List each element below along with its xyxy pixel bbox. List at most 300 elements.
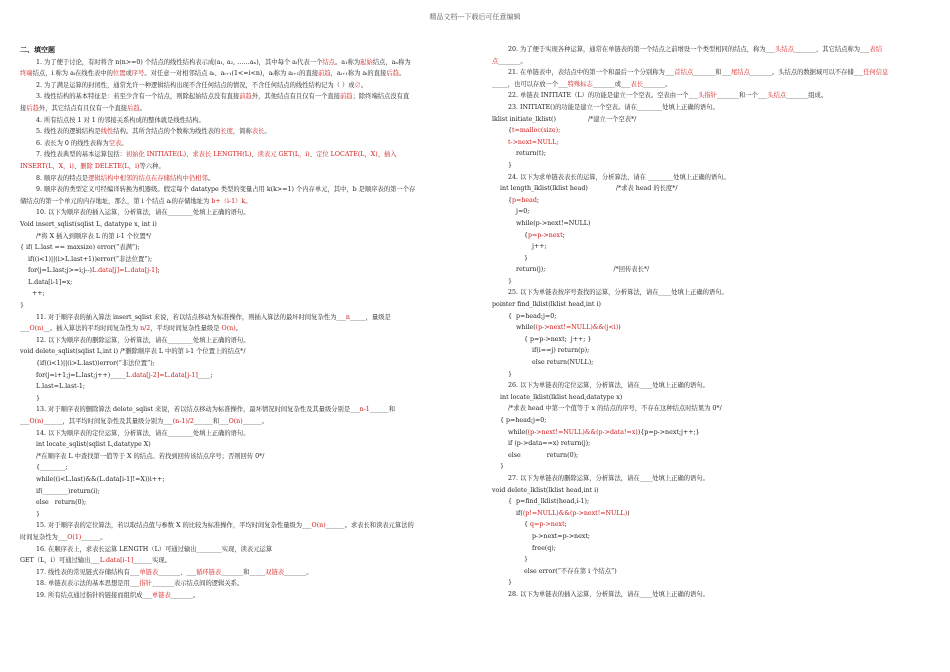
left-line [20, 300, 450, 312]
question-text: ; [564, 521, 567, 529]
question-text: 10. 以下为顺序表的插入运算，分析算法，请在________处填上正确的语句。 [36, 209, 250, 217]
left-line [20, 91, 450, 103]
question-text: ______和___ [193, 418, 229, 425]
right-line [492, 450, 932, 462]
left-line [20, 323, 450, 335]
question-text: _______。 [498, 57, 527, 65]
right-line [492, 392, 932, 404]
left-line [20, 497, 450, 509]
question-text: ) [618, 324, 621, 332]
left-line [20, 196, 450, 208]
question-text: ; [157, 267, 160, 275]
right-line [492, 554, 932, 566]
left-line [20, 578, 450, 590]
question-text: j++; [532, 243, 547, 251]
answer-text: q=p->next [530, 521, 565, 529]
answer-text: 线性 [100, 128, 114, 136]
answer-text: 头结点 [775, 46, 794, 53]
answer-text: 单链表 [139, 568, 159, 576]
question-text: _______或___ [592, 80, 631, 88]
question-text: pointer find_lklist(lklist head,int i) [492, 301, 601, 309]
answer-text: 首结点 [674, 69, 694, 77]
right-line [492, 148, 932, 160]
question-text: } [20, 302, 25, 310]
question-text: ，aᵢ₊₁称为 aᵢ的直接 [330, 70, 387, 78]
question-text: while((i<L.last)&&(L.data[i-1]!=X))i++; [36, 475, 165, 483]
question-text: else return(0); [508, 451, 579, 459]
question-text: 或 [125, 70, 132, 78]
answer-text: 空表 [108, 139, 122, 147]
right-line [492, 531, 932, 543]
question-text: {if((i<1)||(i>L.last))error(“非法位置”); [36, 360, 155, 368]
question-text: 外，其它结点有且仅有一个直接 [38, 104, 128, 112]
answer-text: L.data[i-1] [99, 557, 134, 565]
question-text: 。对任意一对相邻结点 aᵢ、aᵢ₊₁(1<=i<n)，aᵢ称为 aᵢ₊₁的直接 [144, 70, 319, 78]
question-text: L.data[i-1]=x; [28, 278, 73, 286]
question-text: 。 [139, 104, 146, 112]
question-text: 1. 为了便于讨论，有时将含 n(n>=0) 个结点的线性结构表示成(a₁, a₂, ……aₙ)，其中每个 aᵢ代表一个 [36, 58, 323, 66]
right-line [492, 380, 932, 392]
answer-text: 特殊标志 [567, 80, 593, 88]
question-text: 13. 对于顺序表的删除算法 delete_sqlist 来说，若以结点移动为标准操作，最坏情况时间复杂性及其量级分别是___ [36, 406, 360, 414]
left-line [20, 207, 450, 219]
right-line [492, 485, 932, 497]
question-text: ，平均时间复杂性量级是 [150, 325, 222, 333]
question-text: 。 [398, 70, 406, 78]
question-text: while( [508, 428, 528, 436]
question-text: 19. 所有结点通过指针的链接而组织成___ [36, 591, 152, 599]
question-text: if(________)return(i); [36, 487, 100, 495]
left-line [20, 567, 450, 579]
answer-text: 逻辑结构中相邻的结点在存储结构中仍相邻 [88, 174, 208, 182]
answer-text: t->next=NULL; [508, 138, 559, 146]
left-line [20, 115, 450, 127]
right-line [492, 357, 932, 369]
question-text: 结点，i 称为 aᵢ在线性表中的 [32, 70, 113, 78]
answer-text: O(1) [67, 533, 82, 541]
right-line [492, 137, 932, 149]
right-line [492, 543, 932, 555]
answer-text: 任何信息 [863, 69, 889, 77]
question-text: _______，其它结点称为___ [793, 46, 870, 53]
question-text: } [524, 254, 529, 262]
question-text: ______实现。 [133, 557, 171, 565]
question-text: _______表示结点间的逻辑关系。 [151, 580, 244, 588]
question-text: ；除终端结点没有直 [352, 93, 410, 101]
question-text: free(q); [532, 544, 556, 552]
answer-text: 后趋 [26, 104, 39, 112]
left-line [20, 370, 450, 382]
right-line [492, 114, 932, 126]
left-line [20, 138, 450, 150]
question-text: 4. 所有结点按 1 对 1 的邻接关系构成的整体就是线性结构。 [36, 116, 205, 124]
answer-text: 尾结点 [730, 69, 750, 77]
right-line [492, 206, 932, 218]
question-text: } [508, 579, 513, 587]
question-text: while(p->next!=NULL) [516, 219, 591, 227]
question-text: 8. 顺序表的特点是 [36, 174, 89, 182]
right-line [492, 125, 932, 137]
question-text: return(t); [516, 150, 546, 158]
question-text: { [524, 231, 529, 239]
right-line [492, 403, 932, 415]
question-text: _______和_____ [221, 568, 266, 576]
right-line [492, 264, 932, 276]
question-text: void delete_lklist(lklist head,int i) [492, 486, 599, 494]
left-line [20, 520, 450, 532]
answer-text: 序号 [131, 70, 145, 78]
right-line [492, 276, 932, 288]
answer-text: p=p->next [528, 231, 563, 239]
right-line [492, 589, 932, 601]
left-line [20, 126, 450, 138]
question-text: /*在顺序表 L 中查找第一值等于 X 的结点。若找到回传该结点序号；否则回传 0*/ [36, 452, 265, 460]
answer-text: 读表元 GET(L，i) [257, 151, 310, 159]
answer-text: 前趋 [239, 93, 252, 101]
question-text: 外，其他结点有且仅有一个直接 [251, 93, 340, 101]
left-line [20, 590, 450, 602]
question-text: _______、___ [158, 568, 196, 576]
right-line [492, 334, 932, 346]
answer-text: n-1 [359, 406, 370, 414]
right-line [492, 438, 932, 450]
right-line [492, 322, 932, 334]
question-text: 、 [251, 151, 258, 159]
answer-text: p=head [512, 196, 537, 204]
right-line [492, 508, 932, 520]
question-text: 等六种。 [139, 162, 165, 170]
left-line [20, 346, 450, 358]
question-text: lklist initiate_lklist() /*建立一个空表*/ [492, 115, 637, 123]
right-line [492, 577, 932, 589]
question-text: 。a₁称为 [334, 58, 361, 66]
answer-text: O(n) [221, 325, 236, 333]
answer-text: O(n) [29, 325, 44, 333]
answer-text: INSERT(L，X，i) [20, 162, 74, 170]
right-line [492, 230, 932, 242]
question-text: ++; [32, 290, 45, 298]
answer-text: 点 [492, 57, 499, 65]
question-text: int locate_lklist(lklist head,datatype x) [500, 393, 623, 401]
left-line [20, 474, 450, 486]
left-line [20, 381, 450, 393]
answer-text: 位置 [112, 70, 126, 78]
left-line [20, 161, 450, 173]
question-text: { p=p->next; j++; } [524, 335, 592, 343]
question-text: 。 [207, 174, 215, 182]
question-text: 。 [245, 197, 252, 205]
right-line [492, 287, 932, 299]
question-text: 。 [235, 325, 242, 333]
right-line [492, 56, 932, 68]
question-text: ; [536, 196, 540, 204]
left-line [20, 439, 450, 451]
question-text: } [508, 277, 513, 285]
question-text: 、 [186, 151, 193, 159]
question-text: 20. 为了便于实现各种运算，通常在单链表的第一个结点之前增设一个类型相同的结点，称为___ [508, 46, 776, 53]
question-text: } [500, 463, 505, 471]
question-text: ____; [197, 371, 213, 379]
question-text: _______和___ [693, 69, 731, 77]
question-text: } [508, 370, 513, 378]
answer-text: 循环链表 [196, 568, 222, 576]
page-header: 精品文档---下载后可任意编辑 [429, 13, 521, 21]
question-text: else return(NULL); [532, 359, 594, 367]
right-line [492, 345, 932, 357]
question-text: ______。 [81, 533, 107, 541]
question-text: if((i<1)||(i>L.last+1))error(“非法位置”); [28, 255, 153, 263]
question-text: _______。 [643, 80, 672, 88]
question-text: ){p=p->next;j++;} [637, 428, 700, 436]
left-line [20, 277, 450, 289]
answer-text: 表结 [869, 46, 883, 53]
left-line [20, 103, 450, 115]
question-text: 11. 对于顺序表的插入算法 insert_sqlist 来说，若以结点移动为标准操作，则插入算法的最坏时间复杂性为___ [36, 313, 346, 321]
question-text: while( [516, 324, 536, 332]
left-line [20, 254, 450, 266]
question-text: 时间复杂性为___ [20, 533, 68, 541]
right-line [492, 79, 932, 91]
answer-text: 初始化 INITIATE(L) [125, 151, 187, 159]
answer-text: 后趋 [386, 70, 399, 78]
question-text: { [524, 521, 531, 529]
question-text: _____，也可以存放一个___ [492, 80, 568, 88]
question-text: else return(0); [36, 499, 87, 507]
answer-text: 指针 [139, 580, 152, 588]
question-text: j=0; [516, 208, 530, 216]
left-line [20, 532, 450, 544]
question-text: 14. 以下为顺序表的定位运算，分析算法，请在________处填上正确的语句。 [36, 429, 250, 437]
left-line [20, 173, 450, 185]
question-text: else error(“不存在第 i 个结点”) [524, 567, 617, 575]
question-text: L.last=L.last-1; [36, 383, 85, 391]
answer-text: 前趋 [339, 93, 353, 101]
right-line [492, 299, 932, 311]
right-line [492, 311, 932, 323]
right-line [492, 253, 932, 265]
question-text: 。 [121, 139, 128, 147]
question-text: _______。 [284, 568, 313, 576]
section-title: 二、填空题 [20, 45, 55, 54]
right-line [492, 427, 932, 439]
right-line [492, 415, 932, 427]
answer-text: O(n) [29, 418, 44, 425]
question-text: ______，其平均时间复杂性及其量级分别为___ [43, 418, 173, 425]
question-text: 、 [73, 162, 81, 170]
question-text: __。插入算法的平均时间复杂性为 [43, 325, 141, 333]
question-text: } [524, 556, 529, 564]
question-text: { p=find_lklist(head,i-1); [508, 498, 590, 506]
question-text: return(j); /*回传表长*/ [516, 266, 650, 274]
answer-text: 单链表 [151, 591, 171, 599]
left-line [20, 149, 450, 161]
answer-text: 插入 [384, 151, 397, 159]
left-lines [20, 57, 450, 602]
left-line [20, 555, 450, 567]
left-line [20, 335, 450, 347]
question-text: void delete_sqlist(sqlist L,int i) /*删除顺序表 L 中的第 i-1 个位置上的结点*/ [20, 348, 246, 356]
answer-text: 长度 [220, 128, 233, 136]
question-text: 、 [309, 151, 317, 159]
question-text: ___ [20, 418, 30, 425]
question-text: int length_lklist(lklist head) /*求表 head 的长度*/ [500, 185, 678, 193]
right-line [492, 195, 932, 207]
question-text: 15. 对于顺序表的定位算法，若以取结点值与参数 X 的比较为标准操作，平均时间复杂性量级为___ [36, 522, 312, 530]
right-line [492, 566, 932, 578]
answer-text: ∅ [354, 81, 361, 89]
question-text: ______。求表长和读表元算法的 [325, 522, 414, 530]
right-line [492, 496, 932, 508]
left-line [20, 219, 450, 231]
question-text: 。 [264, 128, 271, 136]
question-text: 结点，aₙ称为 [372, 58, 411, 66]
question-text: 21. 在单链表中，表结点中的第一个和最后一个分别称为___ [508, 69, 675, 77]
question-text: 6. 表长为 0 的线性表称为 [36, 139, 109, 147]
question-text: 24. 以下为求单链表表长的运算，分析算法，请在 ________处填上正确的语句。 [508, 173, 730, 181]
answer-text: 删除 DELETE(L，i) [80, 162, 140, 170]
answer-text: 定位 LOCATE(L，X) [316, 151, 378, 159]
answer-text: (p->next!=NULL)&&(j<i) [535, 324, 619, 332]
right-line [492, 183, 932, 195]
question-text: for(j=L.last;j>=i;j--) [28, 267, 92, 275]
question-text: } [508, 161, 513, 169]
left-line [20, 265, 450, 277]
question-text: if(i==j) return(p); [532, 347, 590, 355]
answer-text: (p!=NULL)&&(p->next!=NULL) [522, 509, 628, 517]
answer-text: 头结点 [767, 92, 787, 100]
answer-text: L.data[j]=L.data[j-1] [91, 267, 158, 275]
question-text: _______和一个___ [716, 92, 768, 100]
answer-text: 双链表 [265, 568, 285, 576]
question-text: 18. 单链表表示法的基本思想是用___ [36, 580, 140, 588]
right-line [492, 160, 932, 172]
question-text: ，简称 [232, 128, 252, 136]
question-text: { [508, 196, 513, 204]
left-line [20, 231, 450, 243]
answer-text: t=malloc(size); [512, 127, 561, 135]
question-text: _______组成。 [786, 92, 828, 100]
question-text: 储结点的第一个单元的内存地址，那么，第 i 个结点 aᵢ的存储地址为 [20, 197, 212, 205]
answer-text: 终端 [20, 70, 33, 78]
answer-text: n [345, 313, 350, 321]
question-text: _______。 [170, 591, 200, 599]
question-text: } [36, 394, 41, 402]
question-text: { p=head;j=0; [500, 417, 547, 424]
question-text: 22. 单链表 INITIATE（L）的功能是建立一个空表。空表由一个___ [508, 92, 699, 100]
left-line [20, 358, 450, 370]
question-text: {________; [36, 464, 68, 472]
left-line [20, 57, 450, 69]
right-line [492, 44, 932, 56]
answer-text: O(n) [311, 522, 326, 530]
question-text: 23. INITIATE()的功能是建立一个空表。请在________处填上正确的语句。 [508, 103, 719, 111]
question-text: _______。头结点的数据域可以不存储___ [749, 69, 864, 77]
question-text: GET（L，i）可通过输出___ [20, 557, 100, 565]
question-text: 。 [360, 81, 368, 89]
question-text: 9. 顺序表的类型定义可经编译转换为机器级。假定每个 datatype 类型的变量占用 k(k>=1) 个内存单元，其中，b 是顺序表的第一个存 [36, 186, 416, 194]
right-line [492, 241, 932, 253]
answer-text: 起始 [360, 58, 373, 66]
left-line [20, 288, 450, 300]
left-line [20, 404, 450, 416]
right-line [492, 218, 932, 230]
question-text: 2. 为了满足运算的封闭性，通常允许一种逻辑结构出现不含任何结点的情况，不含任何结点的线性结构记为（ ）或 [36, 81, 355, 89]
answer-text: 前趋 [318, 70, 331, 78]
question-text: 28. 以下为单链表的插入运算，分析算法，请在____处填上正确的语句。 [508, 590, 709, 598]
right-line [492, 67, 932, 79]
question-text: { [508, 127, 513, 135]
question-text: ______和 [369, 406, 395, 414]
answer-text: b+（i-1）k [211, 197, 246, 205]
left-line [20, 544, 450, 556]
right-line [492, 519, 932, 531]
question-text: 26. 以下为单链表的定位运算，分析算法，请在____处填上正确的语句。 [508, 382, 709, 390]
question-text: { p=head;j=0; [508, 312, 557, 320]
question-text: 25. 以下为单链表按序号查找的运算，分析算法，请在____处填上正确的语句。 [508, 289, 728, 297]
question-text: 5. 线性表的逻辑结构是 [36, 128, 101, 136]
left-line [20, 428, 450, 440]
question-text: Void insert_sqlist(sqlist L, datatype x, int i) [20, 220, 157, 228]
left-line [20, 462, 450, 474]
question-text: for(j=i+1;j=L.last;j++)_____ [36, 371, 127, 379]
question-text: 7. 线性表典型的基本运算包括： [36, 151, 126, 159]
left-line [20, 509, 450, 521]
answer-text: 表长 [251, 128, 265, 136]
question-text: if (p->data==x) return(j); [508, 440, 591, 448]
right-line [492, 172, 932, 184]
left-line [20, 416, 450, 428]
question-text: ; [562, 231, 565, 239]
question-text: 17. 线性表的常见链式存储结构有___ [36, 568, 140, 576]
right-column [492, 44, 932, 601]
question-text: 12. 以下为顺序表的删除运算，分析算法，请在________处填上正确的语句。 [36, 336, 250, 344]
question-text: 、 [377, 151, 384, 159]
question-text: ___ [20, 325, 30, 333]
question-text: _____，量级是 [349, 313, 391, 321]
question-text: int locate_sqlist(sqlist L,datatype X) [36, 441, 151, 449]
answer-text: (n-1)/2 [172, 418, 194, 425]
answer-text: 后趋 [127, 104, 140, 112]
question-text: ) [627, 509, 630, 517]
question-text: /*将 X 插入到顺序表 L 的第 i-1 个位置*/ [36, 232, 151, 240]
answer-text: 头指针 [698, 92, 717, 100]
question-text: 接 [20, 104, 27, 112]
question-text: ______。 [242, 418, 268, 425]
left-column [20, 44, 450, 602]
answer-text: 表长 [630, 80, 644, 88]
question-text: 3. 线性结构的基本特征是：若至少含有一个结点，则除起始结点没有直接 [36, 93, 240, 101]
left-line [20, 312, 450, 324]
question-text: if( [516, 509, 523, 517]
answer-text: L.data[j-2]=L.data[j-1] [126, 371, 198, 379]
right-line [492, 461, 932, 473]
answer-text: n/2 [140, 325, 151, 333]
answer-text: O(n) [228, 418, 243, 425]
question-text: 结构。其所含结点的个数称为线性表的 [113, 128, 221, 136]
left-line [20, 80, 450, 92]
answer-text: 求表长 LENGTH(L) [192, 151, 252, 159]
left-line [20, 68, 450, 80]
left-line [20, 242, 450, 254]
question-text: { if( L.last == maxsize) error(“表满”); [20, 244, 140, 252]
left-line [20, 451, 450, 463]
left-line [20, 393, 450, 405]
left-line [20, 486, 450, 498]
left-line [20, 184, 450, 196]
question-text: } [36, 510, 41, 518]
question-text: 27. 以下为单链表的删除运算，分析算法，请在____处填上正确的语句。 [508, 474, 709, 482]
question-text: /*求表 head 中第一个值等于 x 的结点的序号，不存在这种结点时结果为 0*/ [508, 405, 722, 413]
